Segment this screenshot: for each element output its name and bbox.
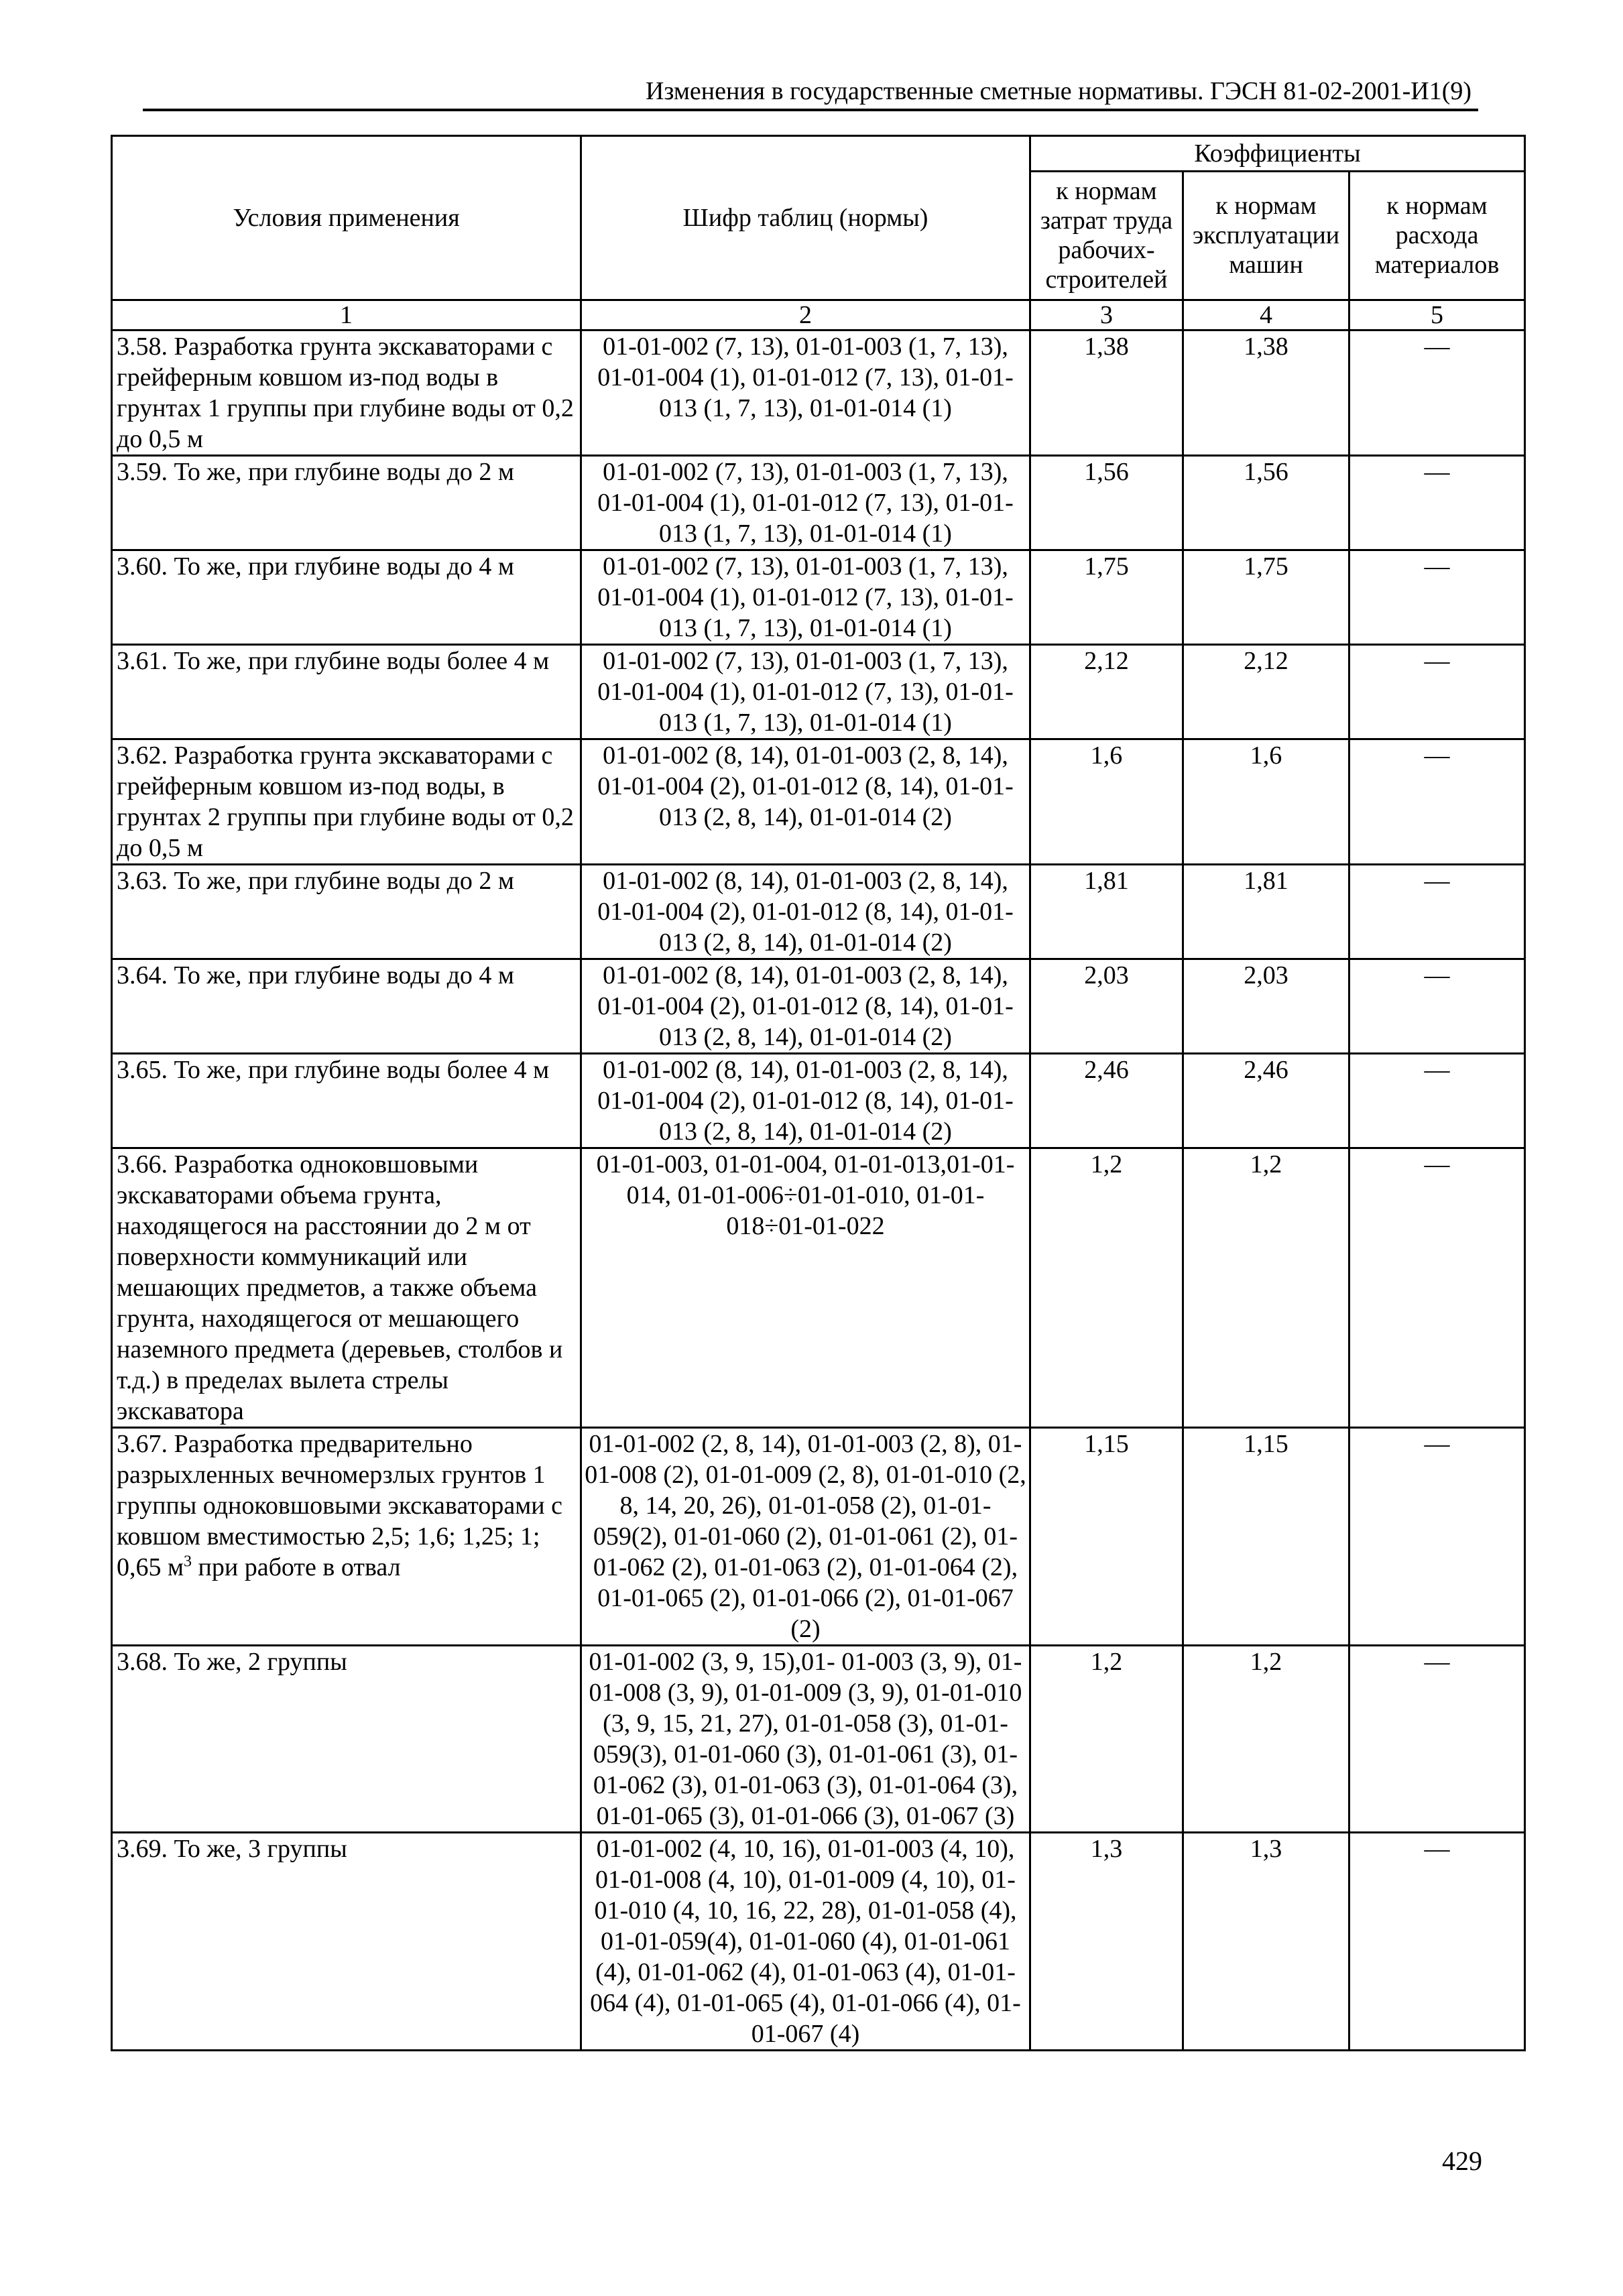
codes-cell: 01-01-002 (4, 10, 16), 01-01-003 (4, 10), 01-01-008 (4, 10), 01-01-009 (4, 10), 01-01-010 (4, 10, 16, 22, 28), 01-01-058 (4), 01-01-059(4), 01-01-060 (4), 01-01-061 (4), 01-01-062 (4), 01-01-063 (4), 01-01-064 (4), 01-01-065 (4), 01-01-066 (4), 01-01-067 (4) [581,1833,1030,2051]
codes-cell: 01-01-002 (7, 13), 01-01-003 (1, 7, 13), 01-01-004 (1), 01-01-012 (7, 13), 01-01-013 (1, 7, 13), 01-01-014 (1) [581,550,1030,645]
codes-cell: 01-01-002 (8, 14), 01-01-003 (2, 8, 14), 01-01-004 (2), 01-01-012 (8, 14), 01-01-013 (2, 8, 14), 01-01-014 (2) [581,1054,1030,1148]
materials-coef-cell: — [1349,865,1525,959]
machines-coef-cell: 1,38 [1183,330,1349,456]
header-text: Изменения в государственные сметные нормативы. ГЭСН 81-02-2001-И1(9) [645,77,1471,105]
materials-coef-cell: — [1349,1428,1525,1646]
header-machines: к нормам эксплуатации машин [1183,171,1349,300]
labor-coef-cell: 1,15 [1030,1428,1183,1646]
materials-coef-cell: — [1349,1054,1525,1148]
table-row [112,1646,1525,1833]
condition-cell: 3.65. То же, при глубине воды более 4 м [112,1054,581,1148]
column-number: 1 [112,300,581,330]
cubic-superscript: 3 [184,1553,192,1571]
header-materials: к нормам расхода материалов [1349,171,1525,300]
codes-cell: 01-01-002 (2, 8, 14), 01-01-003 (2, 8), 01-01-008 (2), 01-01-009 (2, 8), 01-01-010 (2, 8, 14, 20, 26), 01-01-058 (2), 01-01-059(2), 01-01-060 (2), 01-01-061 (2), 01-01-062 (2), 01-01-063 (2), 01-01-064 (2), 01-01-065 (2), 01-01-066 (2), 01-01-067 (2) [581,1428,1030,1646]
machines-coef-cell: 2,46 [1183,1054,1349,1148]
condition-cell: 3.64. То же, при глубине воды до 4 м [112,959,581,1054]
labor-coef-cell: 1,75 [1030,550,1183,645]
table-row [112,959,1525,1054]
condition-cell: 3.58. Разработка грунта экскаваторами с грейферным ковшом из-под воды в грунтах 1 группы при глубине воды от 0,2 до 0,5 м [112,330,581,456]
table-row [112,865,1525,959]
labor-coef-cell: 1,56 [1030,456,1183,550]
condition-cell: 3.66. Разработка одноковшовыми экскаваторами объема грунта, находящегося на расстоянии до 2 м от поверхности коммуникаций или мешающих предметов, а также объема грунта, находящегося от мешающего наземного предмета (деревьев, столбов и т.д.) в пределах вылета стрелы экскаватора [112,1148,581,1428]
table-row [112,1054,1525,1148]
labor-coef-cell: 1,2 [1030,1148,1183,1428]
machines-coef-cell: 2,03 [1183,959,1349,1054]
codes-cell: 01-01-002 (8, 14), 01-01-003 (2, 8, 14), 01-01-004 (2), 01-01-012 (8, 14), 01-01-013 (2, 8, 14), 01-01-014 (2) [581,739,1030,865]
header-coefficients: Коэффициенты [1030,136,1525,172]
running-header [143,75,1478,111]
materials-coef-cell: — [1349,739,1525,865]
machines-coef-cell: 1,81 [1183,865,1349,959]
condition-cell: 3.60. То же, при глубине воды до 4 м [112,550,581,645]
condition-cell: 3.59. То же, при глубине воды до 2 м [112,456,581,550]
machines-coef-cell: 2,12 [1183,645,1349,739]
labor-coef-cell: 2,12 [1030,645,1183,739]
machines-coef-cell: 1,3 [1183,1833,1349,2051]
table-row [112,1428,1525,1646]
page-number: 429 [1442,2146,1482,2176]
table-row [112,550,1525,645]
materials-coef-cell: — [1349,330,1525,456]
materials-coef-cell: — [1349,1646,1525,1833]
condition-cell: 3.69. То же, 3 группы [112,1833,581,2051]
machines-coef-cell: 1,6 [1183,739,1349,865]
condition-cell: 3.68. То же, 2 группы [112,1646,581,1833]
materials-coef-cell: — [1349,1148,1525,1428]
table-row [112,456,1525,550]
materials-coef-cell: — [1349,645,1525,739]
machines-coef-cell: 1,2 [1183,1148,1349,1428]
codes-cell: 01-01-002 (7, 13), 01-01-003 (1, 7, 13), 01-01-004 (1), 01-01-012 (7, 13), 01-01-013 (1, 7, 13), 01-01-014 (1) [581,330,1030,456]
labor-coef-cell: 1,2 [1030,1646,1183,1833]
table-row [112,1148,1525,1428]
column-number: 5 [1349,300,1525,330]
codes-cell: 01-01-002 (8, 14), 01-01-003 (2, 8, 14), 01-01-004 (2), 01-01-012 (8, 14), 01-01-013 (2, 8, 14), 01-01-014 (2) [581,959,1030,1054]
labor-coef-cell: 2,03 [1030,959,1183,1054]
machines-coef-cell: 1,2 [1183,1646,1349,1833]
labor-coef-cell: 1,81 [1030,865,1183,959]
materials-coef-cell: — [1349,550,1525,645]
condition-text-tail: при работе в отвал [192,1553,401,1581]
codes-cell: 01-01-002 (3, 9, 15),01- 01-003 (3, 9), 01-01-008 (3, 9), 01-01-009 (3, 9), 01-01-010 (3, 9, 15, 21, 27), 01-01-058 (3), 01-01-059(3), 01-01-060 (3), 01-01-061 (3), 01-01-062 (3), 01-01-063 (3), 01-01-064 (3), 01-01-065 (3), 01-01-066 (3), 01-067 (3) [581,1646,1030,1833]
materials-coef-cell: — [1349,1833,1525,2051]
codes-cell: 01-01-002 (7, 13), 01-01-003 (1, 7, 13), 01-01-004 (1), 01-01-012 (7, 13), 01-01-013 (1, 7, 13), 01-01-014 (1) [581,456,1030,550]
table-row [112,739,1525,865]
column-number: 3 [1030,300,1183,330]
column-numbers-row [112,300,1525,330]
codes-cell: 01-01-002 (8, 14), 01-01-003 (2, 8, 14), 01-01-004 (2), 01-01-012 (8, 14), 01-01-013 (2, 8, 14), 01-01-014 (2) [581,865,1030,959]
codes-cell: 01-01-002 (7, 13), 01-01-003 (1, 7, 13), 01-01-004 (1), 01-01-012 (7, 13), 01-01-013 (1, 7, 13), 01-01-014 (1) [581,645,1030,739]
table-row [112,330,1525,456]
condition-cell [112,1428,581,1646]
header-conditions: Условия применения [112,136,581,300]
coefficients-table [111,135,1526,2051]
codes-cell: 01-01-003, 01-01-004, 01-01-013,01-01-014, 01-01-006÷01-01-010, 01-01-018÷01-01-022 [581,1148,1030,1428]
condition-cell: 3.61. То же, при глубине воды более 4 м [112,645,581,739]
machines-coef-cell: 1,15 [1183,1428,1349,1646]
machines-coef-cell: 1,56 [1183,456,1349,550]
condition-cell: 3.63. То же, при глубине воды до 2 м [112,865,581,959]
condition-cell: 3.62. Разработка грунта экскаваторами с грейферным ковшом из-под воды, в грунтах 2 группы при глубине воды от 0,2 до 0,5 м [112,739,581,865]
column-number: 4 [1183,300,1349,330]
table-row [112,1833,1525,2051]
labor-coef-cell: 1,38 [1030,330,1183,456]
column-number: 2 [581,300,1030,330]
condition-text: 3.67. Разработка предварительно разрыхленных вечномерзлых грунтов 1 группы одноковшовыми экскаваторами с ковшом вместимостью 2,5; 1,6; 1,25; 1; 0,65 м [117,1430,562,1581]
header-labor: к нормам затрат труда рабочих-строителей [1030,171,1183,300]
labor-coef-cell: 2,46 [1030,1054,1183,1148]
machines-coef-cell: 1,75 [1183,550,1349,645]
labor-coef-cell: 1,6 [1030,739,1183,865]
materials-coef-cell: — [1349,959,1525,1054]
table-row [112,645,1525,739]
labor-coef-cell: 1,3 [1030,1833,1183,2051]
header-row-top [112,136,1525,172]
header-codes: Шифр таблиц (нормы) [581,136,1030,300]
materials-coef-cell: — [1349,456,1525,550]
